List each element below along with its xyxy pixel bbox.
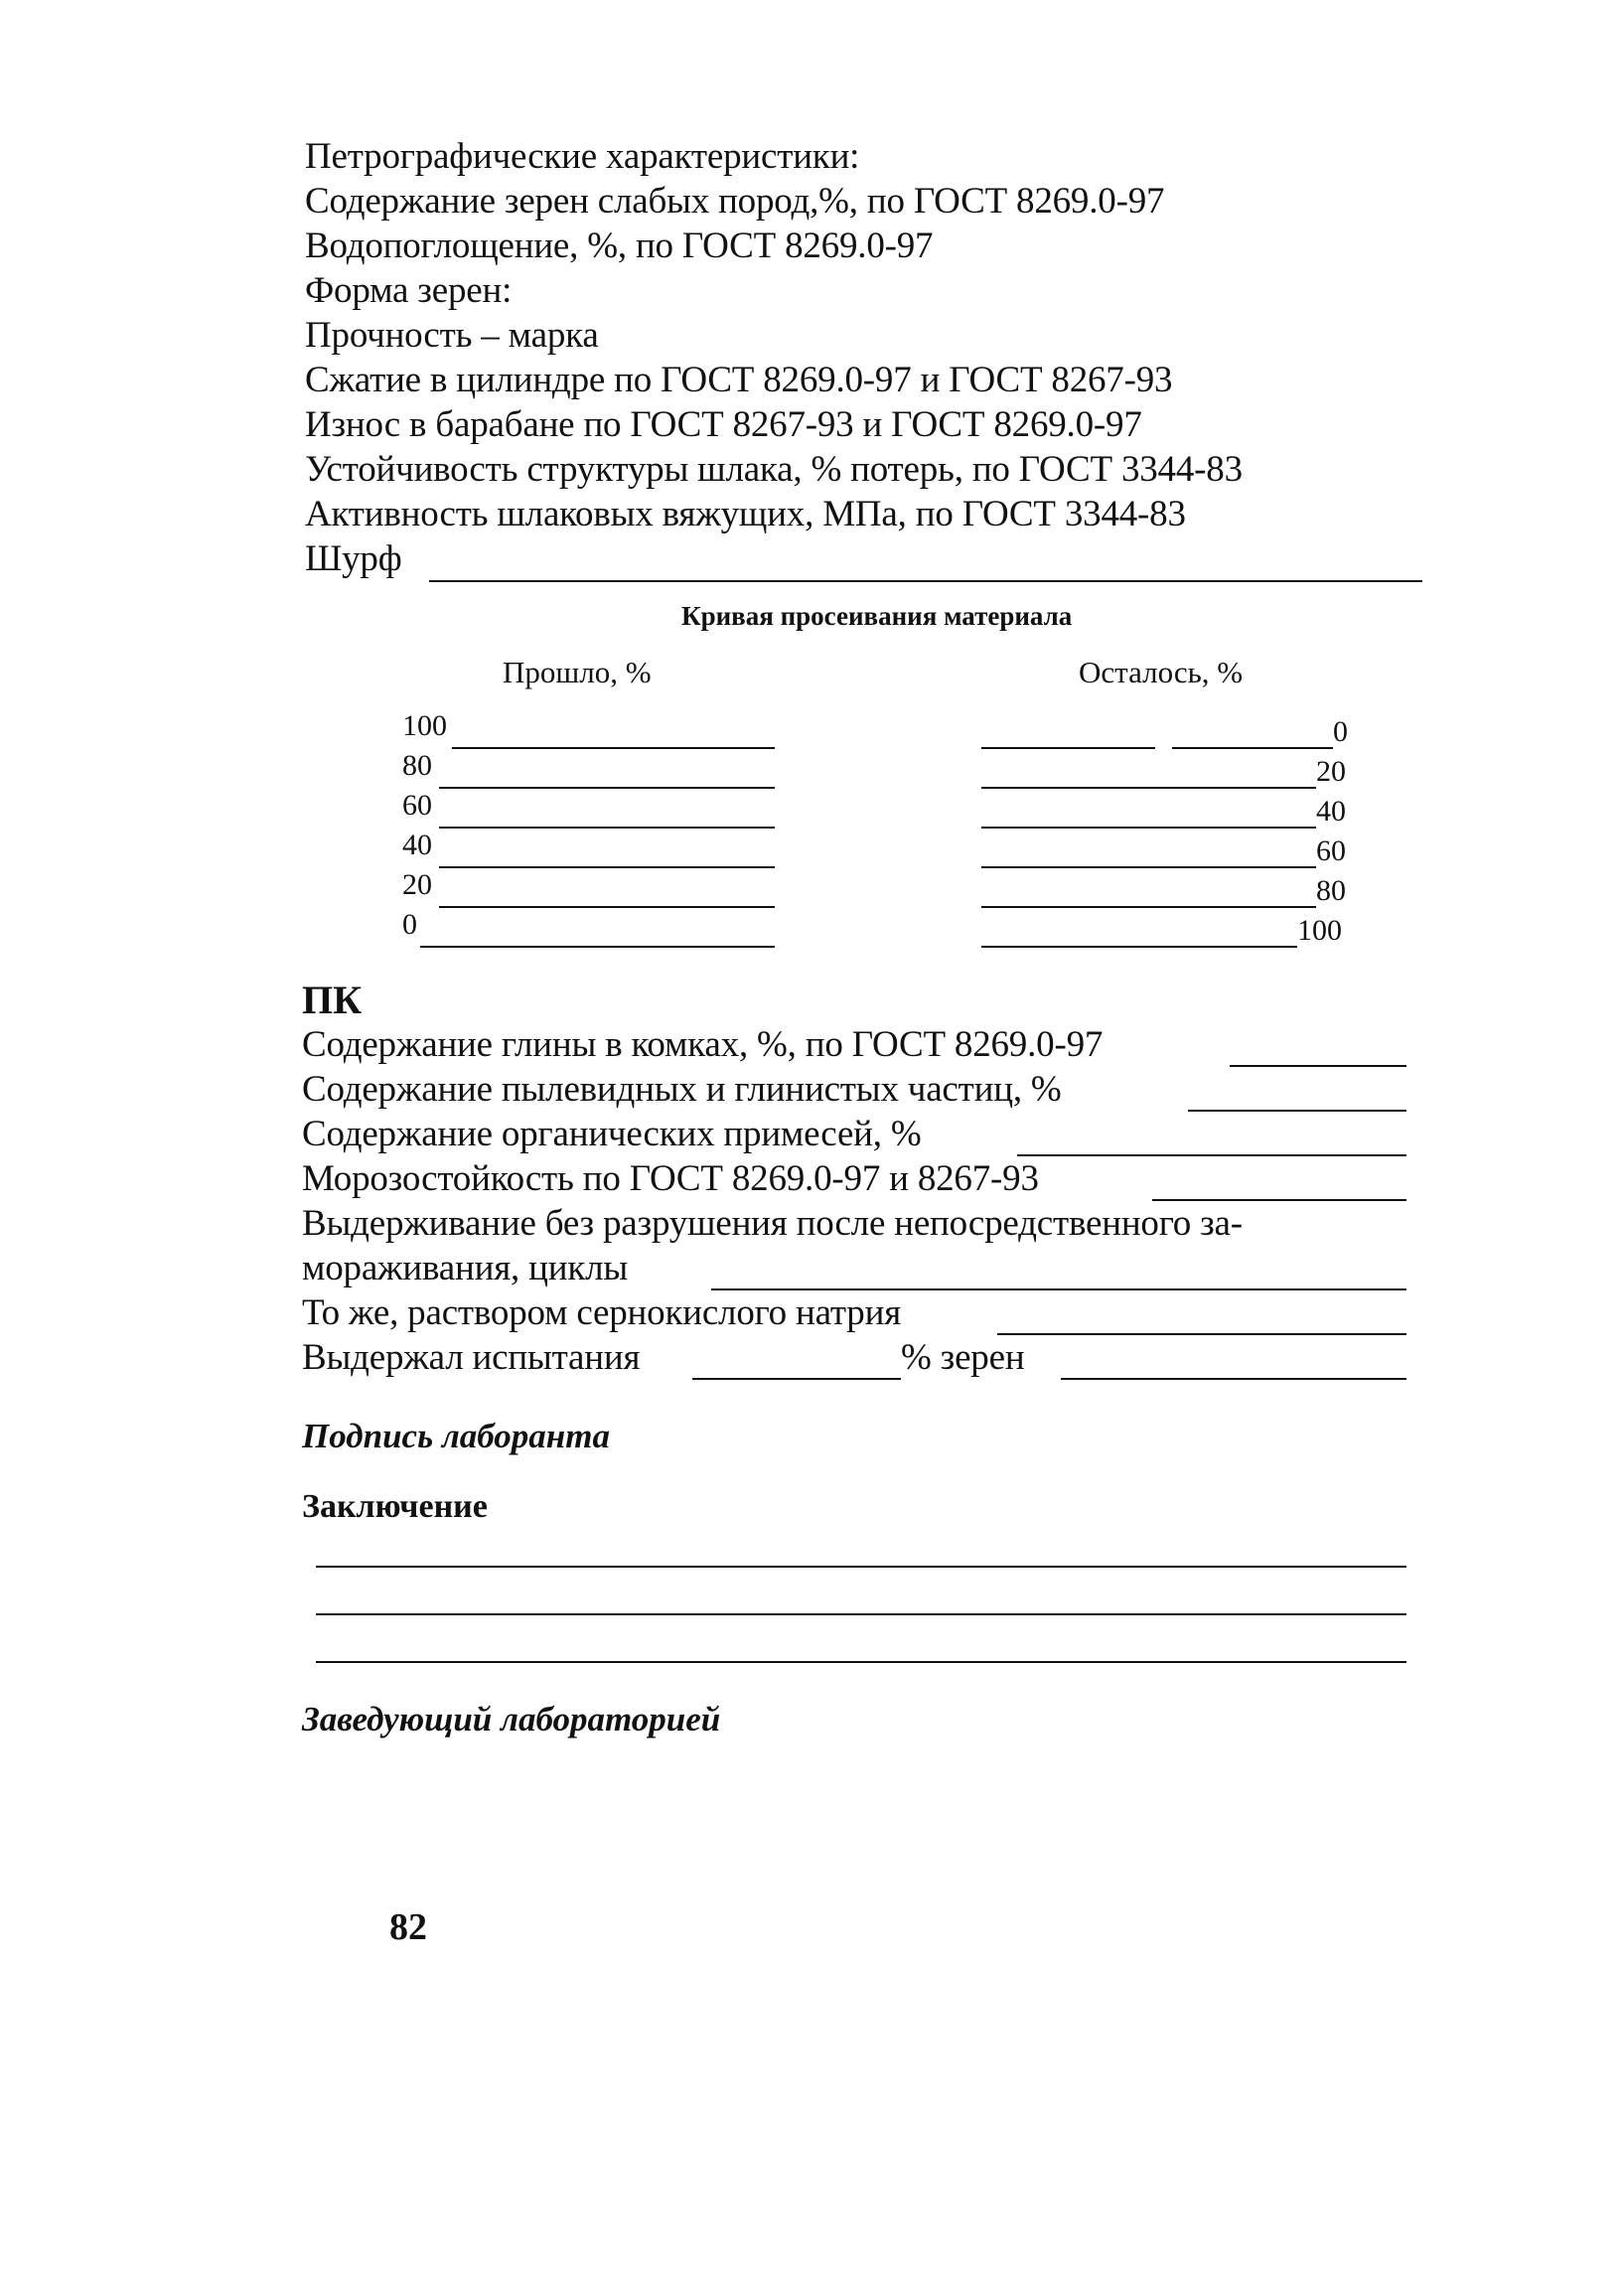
passed-tick-label: 40 — [402, 829, 432, 861]
strength-grade-line: Прочность – марка — [305, 315, 599, 356]
retained-tick-line — [981, 946, 1297, 948]
passed-tick-label: 20 — [402, 868, 432, 901]
pit-label: Шурф — [305, 538, 402, 579]
passed-tick-line — [452, 747, 775, 749]
pit-fill-line[interactable] — [429, 580, 1422, 582]
passed-tick-line — [439, 866, 775, 868]
lab-assistant-signature-label: Подпись лаборанта — [302, 1417, 610, 1455]
passed-tick-line — [420, 946, 775, 948]
conclusion-line[interactable] — [316, 1566, 1406, 1568]
retained-tick-label: 40 — [1316, 795, 1346, 828]
lab-head-signature-label: Заведующий лабораторией — [302, 1700, 721, 1739]
frost-resistance-fill-line[interactable] — [1152, 1199, 1406, 1201]
clay-lumps-line: Содержание глины в комках, %, по ГОСТ 8269.0-97 — [302, 1024, 1104, 1065]
conclusion-heading: Заключение — [302, 1488, 488, 1525]
retained-tick-label: 60 — [1316, 834, 1346, 867]
retained-tick-line — [1172, 747, 1333, 749]
retained-tick-line — [981, 787, 1316, 789]
organic-impurities-line: Содержание органических примесей, % — [302, 1114, 922, 1154]
passed-tick-line — [439, 906, 775, 908]
petrographic-heading: Петрографические характеристики: — [305, 136, 860, 177]
slag-binder-activity-line: Активность шлаковых вяжущих, МПа, по ГОСТ 3344-83 — [305, 494, 1186, 534]
sieve-curve-title: Кривая просеивания материала — [681, 601, 1073, 631]
grains-fill-line[interactable] — [1061, 1378, 1406, 1380]
water-absorption-line: Водопоглощение, %, по ГОСТ 8269.0-97 — [305, 226, 934, 266]
retained-tick-line — [981, 906, 1316, 908]
conclusion-line[interactable] — [316, 1613, 1406, 1615]
dust-clay-particles-line: Содержание пылевидных и глинистых частиц, % — [302, 1069, 1062, 1110]
passed-column-header: Прошло, % — [503, 655, 652, 689]
freeze-cycles-fill-line[interactable] — [711, 1288, 1406, 1290]
clay-lumps-fill-line[interactable] — [1230, 1065, 1406, 1067]
retained-column-header: Осталось, % — [1079, 655, 1244, 689]
retained-tick-line — [981, 827, 1316, 829]
passed-tick-label: 100 — [402, 709, 447, 742]
conclusion-line[interactable] — [316, 1661, 1406, 1663]
retained-tick-label: 20 — [1316, 755, 1346, 788]
freeze-cycles-line: Выдерживание без разрушения после непосредственного за- — [302, 1203, 1243, 1244]
sodium-sulfate-fill-line[interactable] — [997, 1333, 1406, 1335]
cylinder-compression-line: Сжатие в цилиндре по ГОСТ 8269.0-97 и ГОСТ 8267-93 — [305, 360, 1173, 400]
grains-suffix-label: % зерен — [901, 1337, 1025, 1378]
slag-stability-line: Устойчивость структуры шлака, % потерь, по ГОСТ 3344-83 — [305, 449, 1243, 490]
passed-tick-label: 80 — [402, 749, 432, 782]
frost-resistance-line: Морозостойкость по ГОСТ 8269.0-97 и 8267-93 — [302, 1158, 1039, 1199]
retained-tick-label: 0 — [1333, 715, 1348, 748]
freeze-cycles-line-cont: мораживания, циклы — [302, 1248, 629, 1288]
page-number: 82 — [389, 1906, 427, 1948]
sodium-sulfate-line: То же, раствором сернокислого натрия — [302, 1292, 902, 1333]
drum-wear-line: Износ в барабане по ГОСТ 8267-93 и ГОСТ 8269.0-97 — [305, 404, 1142, 445]
retained-tick-label: 80 — [1316, 874, 1346, 907]
passed-tests-fill-line[interactable] — [692, 1378, 901, 1380]
passed-tick-line — [439, 827, 775, 829]
retained-tick-line — [981, 747, 1155, 749]
organic-impurities-fill-line[interactable] — [1017, 1154, 1406, 1156]
passed-tick-label: 60 — [402, 789, 432, 822]
weak-grains-line: Содержание зерен слабых пород,%, по ГОСТ 8269.0-97 — [305, 181, 1165, 222]
grain-shape-line: Форма зерен: — [305, 270, 513, 311]
dust-clay-particles-fill-line[interactable] — [1188, 1110, 1406, 1112]
passed-tick-line — [439, 787, 775, 789]
passed-tick-label: 0 — [402, 908, 417, 941]
retained-tick-label: 100 — [1297, 914, 1342, 947]
pk-heading: ПК — [302, 978, 363, 1022]
retained-tick-line — [981, 866, 1316, 868]
passed-tests-label: Выдержал испытания — [302, 1337, 641, 1378]
